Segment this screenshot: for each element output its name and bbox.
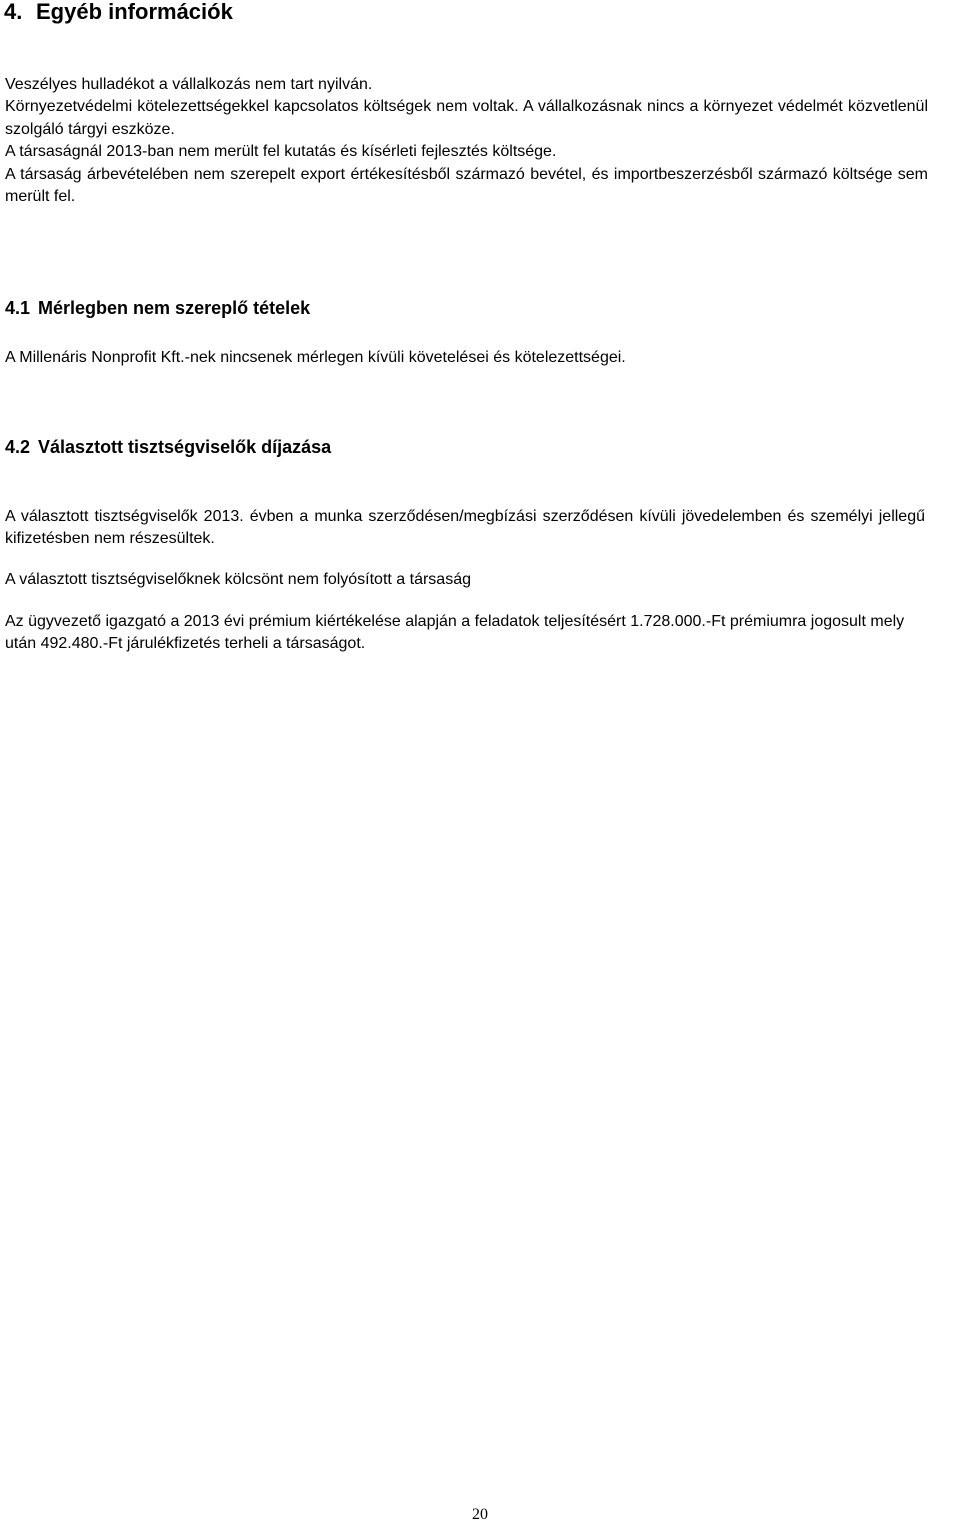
section-4-2-number: 4.2 xyxy=(5,437,31,457)
intro-block xyxy=(5,74,928,208)
section-4-2-paragraph-bonus: Az ügyvezető igazgató a 2013 évi prémium kiértékelése alapján a feladatok teljesítésért 1.728.000.-Ft prémiumra jogosult mely után 492.480.-Ft járulékfizetés terheli a társaságot. xyxy=(5,613,905,652)
intro-line-environmental-costs: Környezetvédelmi kötelezettségekkel kapcsolatos költségek nem voltak. A vállalkozásnak nincs a környezet védelmét közvetlenül szolgáló tárgyi eszköze. xyxy=(5,98,928,138)
section-4-2-title: Választott tisztségviselők díjazása xyxy=(38,437,332,457)
section-heading-number: 4. xyxy=(4,0,23,24)
section-heading-4-2 xyxy=(5,435,331,459)
section-4-2-paragraph-loans: A választott tisztségviselőknek kölcsönt nem folyósított a társaság xyxy=(5,571,471,588)
section-heading-title: Egyéb információk xyxy=(36,0,233,24)
section-heading-4 xyxy=(4,0,233,26)
intro-line-research-costs: A társaságnál 2013-ban nem merült fel kutatás és kísérleti fejlesztés költsége. xyxy=(5,143,557,161)
page-number: 20 xyxy=(472,1506,488,1523)
intro-line-export-import: A társaság árbevételében nem szerepelt export értékesítésből származó bevétel, és importbeszerzésből származó költsége sem merült fel. xyxy=(5,165,928,206)
section-4-1-title: Mérlegben nem szereplő tételek xyxy=(38,298,311,318)
section-4-2-paragraph-remuneration: A választott tisztségviselők 2013. évben a munka szerződésen/megbízási szerződésen kívüli jövedelemben és személyi jellegű kifizetésben nem részesültek. xyxy=(5,508,925,547)
section-4-1-text: A Millenáris Nonprofit Kft.-nek nincsenek mérlegen kívüli követelései és kötelezettségei. xyxy=(5,349,626,366)
section-heading-4-1 xyxy=(5,296,310,320)
section-4-1-number: 4.1 xyxy=(5,298,31,318)
intro-line-hazardous-waste: Veszélyes hulladékot a vállalkozás nem tart nyilván. xyxy=(5,76,373,93)
